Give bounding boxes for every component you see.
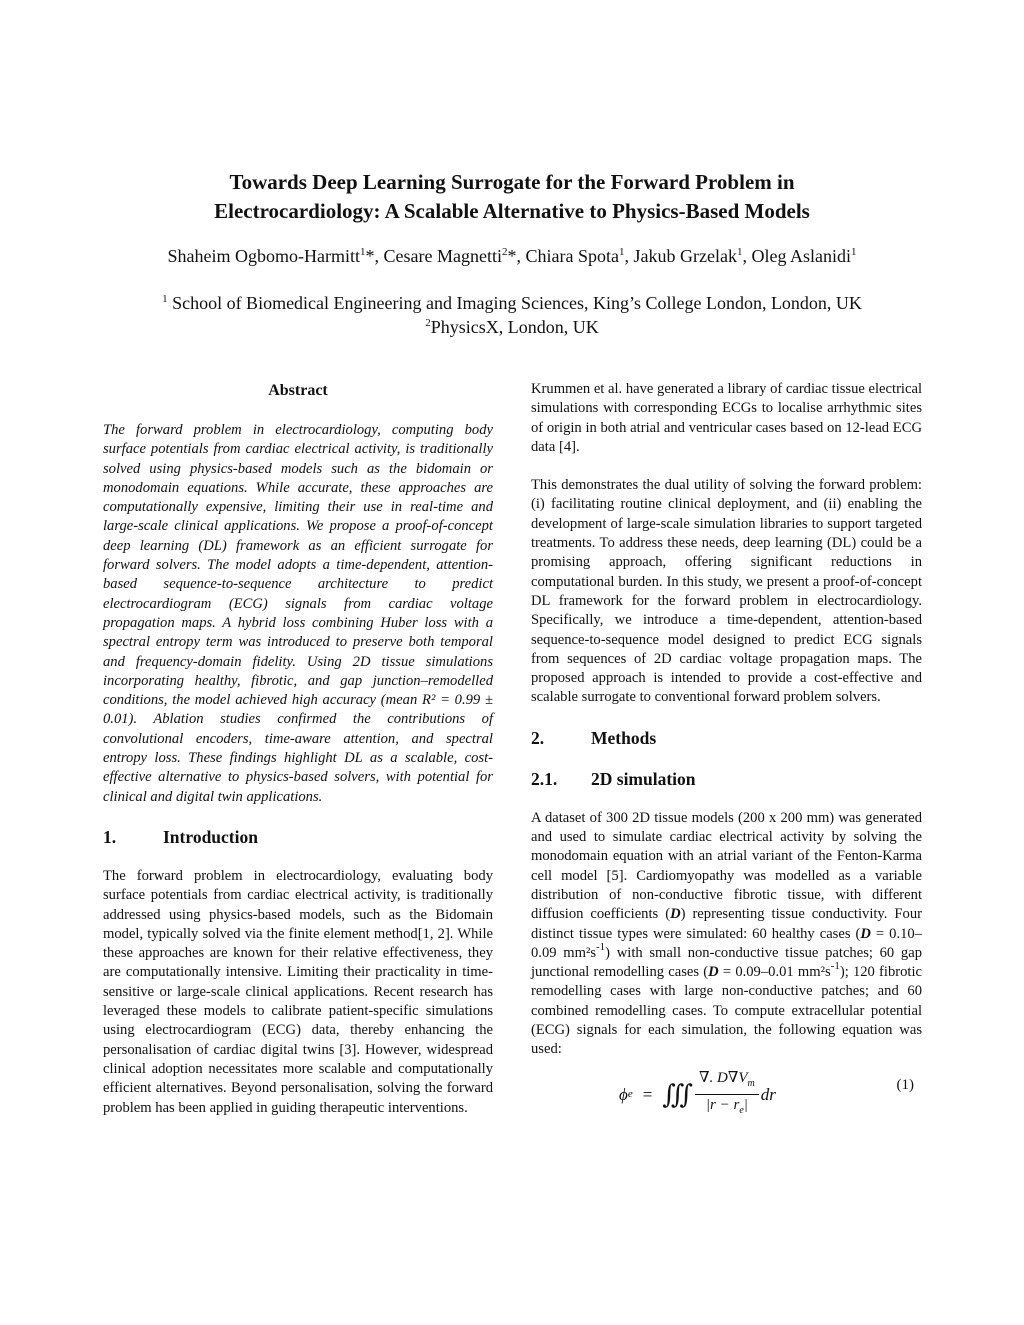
- eq-phi: ϕ: [619, 1084, 628, 1104]
- sim-text-f: ); 120 fibrotic remodelling cases with large non-conductive patches; and 60 combined remodelling cases. To compute extracellular potential (ECG) signals for each simulation, the following equation was used:: [531, 964, 922, 1058]
- author-mark: *: [365, 246, 375, 266]
- methods-number: 2.: [531, 727, 545, 748]
- left-column: [103, 380, 493, 1118]
- equation-body: [619, 1069, 776, 1118]
- sup-neg1: -1: [596, 940, 606, 953]
- equation-number: (1): [896, 1076, 914, 1093]
- author-sep: ,: [742, 246, 752, 266]
- author-mark: *: [507, 246, 517, 266]
- author-affil-sup: 1: [850, 246, 857, 258]
- eq-integral: ∭: [662, 1079, 694, 1109]
- intro-number: 1.: [103, 826, 117, 847]
- abstract-heading: Abstract: [268, 382, 328, 399]
- affiliation-1-sup: 1: [162, 293, 168, 305]
- eq-numerator-sub: m: [747, 1077, 755, 1089]
- affiliation-2-text: PhysicsX, London, UK: [430, 317, 599, 337]
- eq-denominator: [706, 1095, 748, 1120]
- affiliations: [0, 291, 1024, 339]
- simulation-number: 2.1.: [531, 768, 558, 789]
- sim-text-d: ) with small non-conductive tissue patches; 60 gap junctional remodelling cases (: [531, 944, 922, 981]
- sim-text-b: ) representing tissue conductivity. Four distinct tissue types were simulated: 60 healthy cases (: [531, 906, 922, 942]
- symbol-d: D: [670, 906, 681, 923]
- eq-phi-sub: e: [627, 1087, 633, 1100]
- simulation-title: 2D simulation: [591, 768, 696, 789]
- intro-heading: [103, 826, 493, 848]
- eq-dr: dr: [760, 1084, 776, 1104]
- symbol-d: D: [708, 964, 719, 981]
- author-name: Chiara Spota: [525, 246, 619, 266]
- intro-title: Introduction: [163, 826, 258, 847]
- eq-equals: =: [642, 1084, 653, 1104]
- equation-1: [531, 1069, 922, 1124]
- author-sep: ,: [374, 246, 384, 266]
- title-line-1: Towards Deep Learning Surrogate for the Forward Problem in: [229, 170, 795, 194]
- eq-denominator-end: |: [743, 1097, 748, 1114]
- author-affil-sup: 1: [360, 246, 366, 258]
- author-list: [0, 244, 1024, 268]
- simulation-heading: [531, 768, 922, 790]
- eq-numerator-text: ∇. D∇V: [699, 1069, 748, 1086]
- right-paragraph-2: This demonstrates the dual utility of solving the forward problem: (i) facilitating routine clinical deployment, and (ii) enabling the development of large-scale simulation libraries to support targeted treatments. To address these needs, deep learning (DL) could be a promising approach, offering significant reductions in computational burden. In this study, we present a proof-of-concept DL framework for the forward problem in electrocardiology. Specifically, we introduce a time-dependent, attention-based sequence-to-sequence model designed to predict ECG signals from sequences of 2D cardiac voltage propagation maps. The proposed approach is intended to provide a cost-effective and scalable surrogate to conventional forward problem solvers.: [531, 477, 922, 706]
- right-column: [531, 380, 922, 1124]
- affiliation-1-text: School of Biomedical Engineering and Imaging Sciences, King’s College London, London, UK: [167, 293, 862, 313]
- methods-title: Methods: [591, 727, 657, 748]
- eq-numerator: [695, 1069, 759, 1095]
- author-sep: ,: [624, 246, 634, 266]
- eq-denominator-text: |r − r: [705, 1097, 740, 1114]
- sim-text-c: = 0.10–0.09 mm²s: [531, 925, 922, 961]
- author-affil-sup: 2: [502, 246, 508, 258]
- abstract-text: The forward problem in electrocardiology, computing body surface potentials from cardiac electrical activity, is traditionally solved using physics-based models such as the bidomain or monodomain equations. While accurate, these approaches are computationally expensive, limiting their use in real-time and large-scale clinical applications. We propose a proof-of-concept deep learning (DL) framework as an efficient surrogate for forward solvers. The model adopts a time-dependent, attention-based sequence-to-sequence architecture to predict electrocardiogram (ECG) signals from cardiac voltage propagation maps. A hybrid loss combining Huber loss with a spectral entropy term was introduced to preserve both temporal and frequency-domain fidelity. Using 2D tissue simulations incorporating healthy, fibrotic, and gap junction–remodelled conditions, the model achieved high accuracy (mean R² = 0.99 ± 0.01). Ablation studies confirmed the contributions of convolutional encoders, time-aware attention, and spectral entropy loss. These findings highlight DL as a scalable, cost-effective alternative to physics-based solvers, with potential for clinical and digital twin applications.: [103, 422, 493, 805]
- author-name: Jakub Grzelak: [633, 246, 737, 266]
- sup-neg1: -1: [830, 960, 840, 973]
- right-paragraph-1: Krummen et al. have generated a library of cardiac tissue electrical simulations with corresponding ECGs to localise arrhythmic sites of origin in both atrial and ventricular cases based on 12-lead ECG data [4].: [531, 381, 922, 455]
- author-affil-sup: 1: [618, 246, 625, 258]
- sim-text-a: A dataset of 300 2D tissue models (200 x 200 mm) was generated and used to simulate cardiac electrical activity by solving the monodomain equation with an atrial variant of the Fenton-Karma cell model [5]. Cardiomyopathy was modelled as a variable distribution of non-conductive fibrotic tissue, with different diffusion coefficients (: [531, 809, 922, 923]
- simulation-paragraph: [531, 809, 922, 1060]
- symbol-d: D: [860, 925, 871, 942]
- eq-denominator-sub: e: [739, 1105, 744, 1117]
- author-name: Oleg Aslanidi: [751, 246, 851, 266]
- affiliation-2-sup: 2: [425, 317, 431, 329]
- title-line-2: Electrocardiology: A Scalable Alternative to Physics-Based Models: [214, 199, 810, 223]
- author-name: Cesare Magnetti: [383, 246, 502, 266]
- methods-heading: [531, 727, 922, 749]
- intro-text: The forward problem in electrocardiology, evaluating body surface potentials from cardiac electrical activity, is traditionally addressed using physics-based models, such as the Bidomain model, typically solved via the finite element method[1, 2]. While these approaches are known for their relative effectiveness, they are computationally intensive. Limiting their practicality in time-sensitive or large-scale clinical applications. Recent research has leveraged these models to calibrate patient-specific simulations using electrocardiogram (ECG) data, thereby enhancing the personalisation of cardiac digital twins [3]. However, widespread clinical adoption necessitates more scalable and computationally efficient alternatives. Beyond personalisation, solving the forward problem has been applied in guiding therapeutic interventions.: [103, 867, 493, 1116]
- paper-title: [0, 168, 1024, 226]
- author-sep: ,: [516, 246, 526, 266]
- affiliation-1: [0, 291, 1024, 315]
- author-name: Shaheim Ogbomo-Harmitt: [167, 246, 361, 266]
- sim-text-e: = 0.09–0.01 mm²s: [718, 964, 831, 981]
- eq-fraction: [695, 1069, 759, 1121]
- author-affil-sup: 1: [736, 246, 743, 258]
- affiliation-2: [0, 315, 1024, 339]
